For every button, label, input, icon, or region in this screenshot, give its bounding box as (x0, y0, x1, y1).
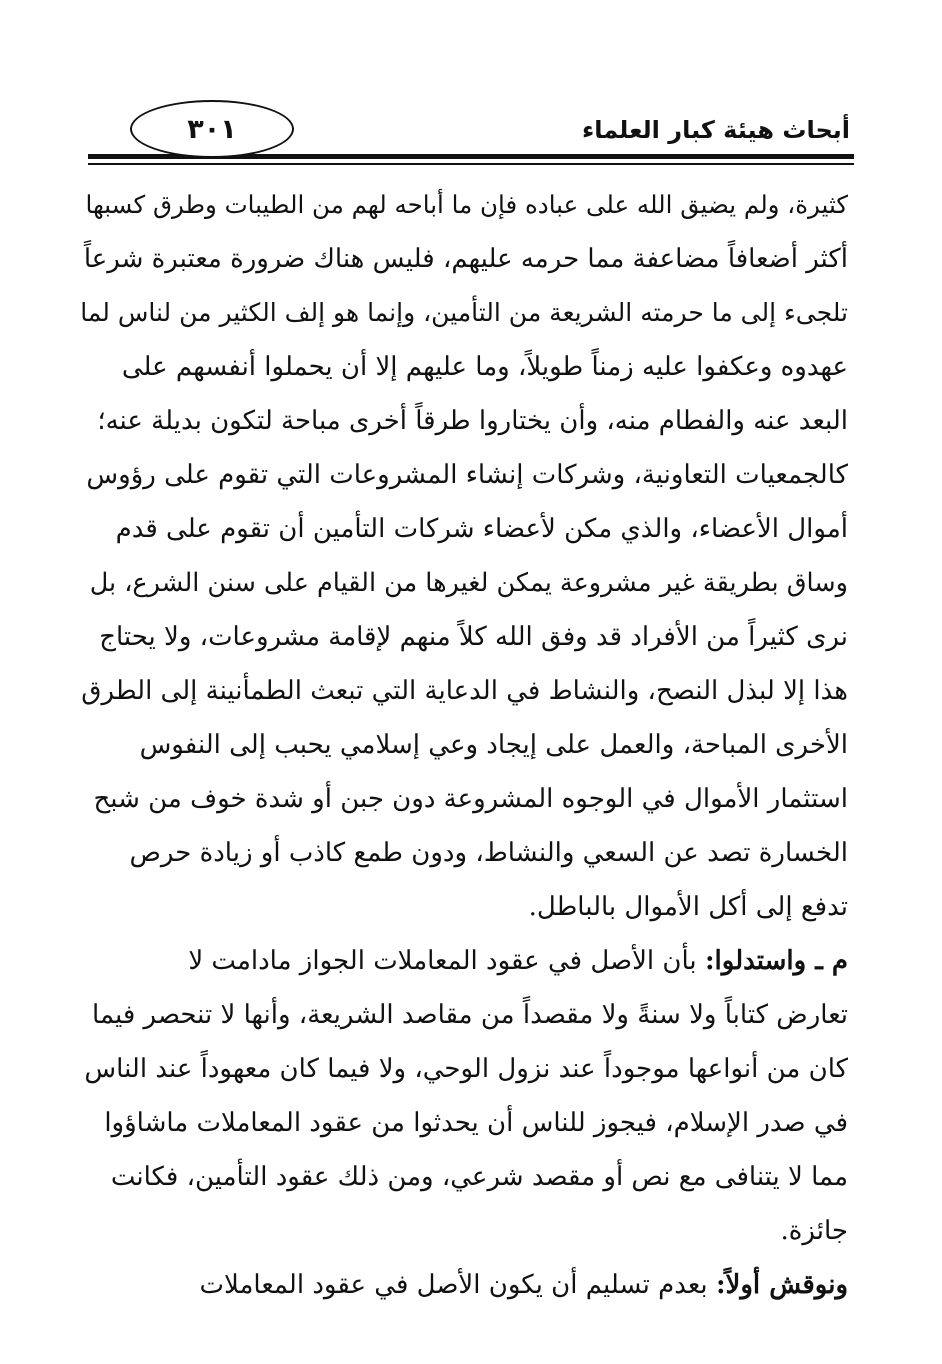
paragraph-lead: ونوقش أولاً: (715, 1270, 848, 1300)
text-line (78, 286, 848, 340)
text-line (78, 880, 848, 934)
line-text: بعدم تسليم أن يكون الأصل في عقود المعاملات (199, 1270, 716, 1300)
line-text: أموال الأعضاء، والذي مكن لأعضاء شركات التأمين أن تقوم على قدم (115, 514, 848, 544)
line-text: البعد عنه والفطام منه، وأن يختاروا طرقاً أخرى مباحة لتكون بديلة عنه؛ (97, 406, 848, 436)
text-line (78, 610, 848, 664)
text-line (78, 664, 848, 718)
line-text: مما لا يتنافى مع نص أو مقصد شرعي، ومن ذلك عقود التأمين، فكانت (110, 1162, 848, 1192)
line-text: كالجمعيات التعاونية، وشركات إنشاء المشروعات التي تقوم على رؤوس (86, 460, 848, 490)
line-text: كان من أنواعها موجوداً عند نزول الوحي، ولا فيما كان معهوداً عند الناس (84, 1054, 848, 1084)
text-line (78, 502, 848, 556)
text-line (78, 826, 848, 880)
body-text (78, 178, 848, 1312)
header-rule-thin (88, 163, 854, 165)
line-text: تدفع إلى أكل الأموال بالباطل. (528, 892, 848, 922)
line-text: الأخرى المباحة، والعمل على إيجاد وعي إسلامي يحبب إلى النفوس (139, 730, 848, 760)
paragraph-lead: م ـ واستدلوا: (704, 946, 848, 976)
page-header (88, 98, 854, 178)
line-text: تلجىء إلى ما حرمته الشريعة من التأمين، وإنما هو إلف الكثير من لناس لما (80, 298, 848, 327)
text-line (78, 448, 848, 502)
page-number: ٣٠١ (187, 113, 237, 145)
line-text: تعارض كتاباً ولا سنةً ولا مقصداً من مقاصد الشريعة، وأنها لا تنحصر فيما (92, 1000, 848, 1030)
text-line (78, 1096, 848, 1150)
text-line (78, 988, 848, 1042)
line-text: جائزة. (780, 1216, 848, 1246)
line-text: استثمار الأموال في الوجوه المشروعة دون جبن أو شدة خوف من شبح (93, 784, 848, 814)
line-text: كثيرة، ولم يضيق الله على عباده فإن ما أباحه لهم من الطيبات وطرق كسبها (85, 190, 848, 219)
line-text: في صدر الإسلام، فيجوز للناس أن يحدثوا من عقود المعاملات ماشاؤوا (104, 1108, 848, 1138)
text-line (78, 1042, 848, 1096)
line-text: وساق بطريقة غير مشروعة يمكن لغيرها من القيام على سنن الشرع، بل (89, 568, 848, 598)
text-line (78, 394, 848, 448)
line-text: نرى كثيراً من الأفراد قد وفق الله كلاً منهم لإقامة مشروعات، ولا يحتاج (99, 622, 848, 652)
line-text: عهدوه وعكفوا عليه زمناً طويلاً، وما عليهم إلا أن يحملوا أنفسهم على (121, 352, 848, 382)
text-line (78, 1150, 848, 1204)
text-line (78, 556, 848, 610)
text-line (78, 232, 848, 286)
line-text: هذا إلا لبذل النصح، والنشاط في الدعاية التي تبعث الطمأنينة إلى الطرق (81, 676, 848, 706)
text-line (78, 718, 848, 772)
text-line (78, 1204, 848, 1258)
text-line (78, 178, 848, 232)
line-text: الخسارة تصد عن السعي والنشاط، ودون طمع كاذب أو زيادة حرص (129, 838, 848, 868)
running-title: أبحاث هيئة كبار العلماء (581, 116, 850, 144)
text-line (78, 772, 848, 826)
text-line (78, 1258, 848, 1312)
line-text: أكثر أضعافاً مضاعفة مما حرمه عليهم، فليس هناك ضرورة معتبرة شرعاً (83, 244, 848, 274)
text-line (78, 340, 848, 394)
line-text: بأن الأصل في عقود المعاملات الجواز مادامت لا (188, 946, 705, 976)
page-number-oval (130, 100, 294, 158)
text-line (78, 934, 848, 988)
